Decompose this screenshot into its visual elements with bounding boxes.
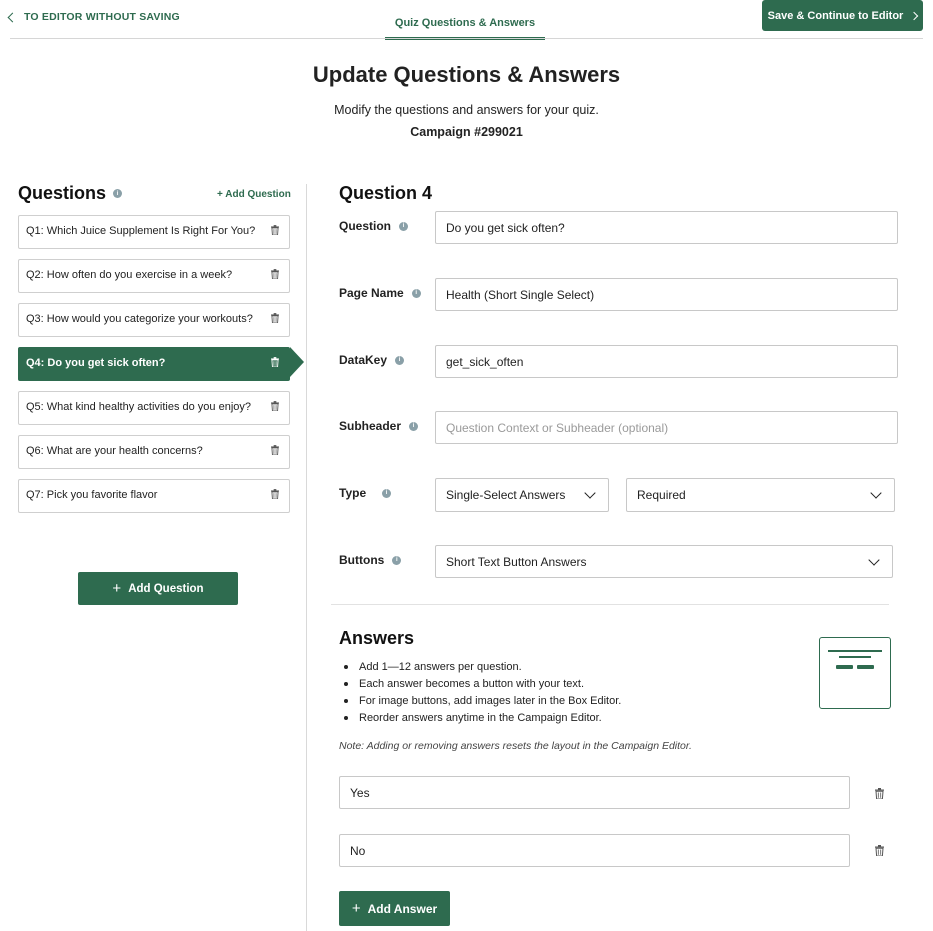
info-icon[interactable]: i bbox=[392, 556, 401, 565]
page-subtitle: Modify the questions and answers for your quiz. bbox=[334, 103, 599, 117]
question-list-item[interactable] bbox=[18, 215, 290, 249]
page-name-label-text: Page Name bbox=[339, 286, 404, 300]
info-icon[interactable]: i bbox=[412, 289, 421, 298]
add-question-link[interactable]: + Add Question bbox=[217, 189, 291, 200]
trash-icon[interactable] bbox=[271, 225, 279, 235]
question-list-item[interactable] bbox=[18, 303, 290, 337]
add-answer-button[interactable] bbox=[339, 891, 450, 926]
question-list-item-label: Q7: Pick you favorite flavor bbox=[26, 489, 158, 501]
question-list-item[interactable] bbox=[18, 435, 290, 469]
answers-help-item: Each answer becomes a button with your text. bbox=[343, 676, 621, 693]
questions-heading-label: Questions bbox=[18, 183, 107, 203]
question-input[interactable] bbox=[435, 211, 898, 244]
question-list-item-label: Q2: How often do you exercise in a week? bbox=[26, 269, 233, 281]
chevron-down-icon bbox=[584, 487, 595, 498]
section-divider bbox=[331, 604, 889, 605]
chevron-down-icon bbox=[870, 487, 881, 498]
question-list-item[interactable] bbox=[18, 391, 290, 425]
trash-icon[interactable] bbox=[271, 489, 279, 499]
chevron-right-icon bbox=[910, 11, 918, 19]
add-question-button[interactable] bbox=[78, 572, 238, 605]
required-select[interactable] bbox=[626, 478, 895, 512]
question-label-text: Question bbox=[339, 219, 392, 233]
plus-icon: + bbox=[112, 580, 122, 597]
info-icon[interactable]: i bbox=[409, 422, 418, 431]
type-field-label bbox=[339, 486, 391, 500]
info-icon[interactable]: i bbox=[399, 222, 408, 231]
page-title: Update Questions & Answers bbox=[312, 62, 621, 87]
question-list-item[interactable] bbox=[18, 259, 290, 293]
type-label-text: Type bbox=[339, 486, 367, 500]
required-select-value: Required bbox=[637, 488, 686, 502]
question-list-item[interactable] bbox=[18, 479, 290, 513]
question-list bbox=[18, 215, 290, 513]
type-select[interactable] bbox=[435, 478, 609, 512]
datakey-input[interactable] bbox=[435, 345, 898, 378]
type-select-value: Single-Select Answers bbox=[446, 488, 566, 502]
subheader-input[interactable] bbox=[435, 411, 898, 444]
answers-help-item: Add 1—12 answers per question. bbox=[343, 659, 621, 676]
answers-heading: Answers bbox=[339, 628, 415, 648]
answer-input-yes[interactable] bbox=[339, 776, 850, 809]
question-list-item-label: Q3: How would you categorize your workouts? bbox=[26, 313, 253, 325]
buttons-field-label bbox=[339, 553, 401, 567]
trash-icon[interactable] bbox=[271, 313, 279, 323]
tab-quiz-questions-answers[interactable]: Quiz Questions & Answers bbox=[385, 10, 545, 39]
answers-help-item: Reorder answers anytime in the Campaign Editor. bbox=[343, 710, 621, 727]
plus-icon: + bbox=[351, 900, 361, 917]
info-icon[interactable]: i bbox=[382, 489, 391, 498]
answers-help-item: For image buttons, add images later in the Box Editor. bbox=[343, 693, 621, 710]
buttons-select-value: Short Text Button Answers bbox=[446, 554, 587, 569]
question-list-item-label: Q5: What kind healthy activities do you enjoy? bbox=[26, 401, 252, 413]
save-continue-button[interactable] bbox=[762, 0, 923, 31]
question-field-label bbox=[339, 219, 408, 233]
questions-heading bbox=[18, 183, 122, 204]
column-divider bbox=[306, 184, 307, 931]
question-detail-title: Question 4 bbox=[339, 183, 433, 203]
chevron-left-icon bbox=[8, 12, 18, 22]
trash-icon[interactable] bbox=[875, 788, 883, 798]
campaign-id: Campaign #299021 bbox=[410, 125, 523, 139]
question-list-item-label: Q6: What are your health concerns? bbox=[26, 445, 203, 457]
question-list-item[interactable] bbox=[18, 347, 290, 381]
add-question-button-label: Add Question bbox=[128, 582, 204, 595]
trash-icon[interactable] bbox=[271, 269, 279, 279]
answers-note: Note: Adding or removing answers resets the layout in the Campaign Editor. bbox=[339, 740, 692, 752]
subheader-label-text: Subheader bbox=[339, 419, 402, 433]
trash-icon[interactable] bbox=[875, 845, 883, 855]
info-icon[interactable]: i bbox=[395, 356, 404, 365]
question-list-item-label: Q4: Do you get sick often? bbox=[26, 357, 166, 369]
page-name-input[interactable] bbox=[435, 278, 898, 311]
trash-icon[interactable] bbox=[271, 445, 279, 455]
save-button-label: Save & Continue to Editor bbox=[767, 9, 904, 22]
back-link-label: TO EDITOR WITHOUT SAVING bbox=[24, 11, 180, 23]
info-icon[interactable]: i bbox=[113, 189, 122, 198]
topbar-divider bbox=[10, 38, 923, 39]
buttons-select[interactable] bbox=[435, 545, 893, 578]
chevron-down-icon bbox=[868, 554, 879, 565]
subheader-field-label bbox=[339, 419, 418, 433]
button-layout-illustration-icon bbox=[819, 637, 891, 709]
top-bar bbox=[0, 0, 933, 39]
back-to-editor-link[interactable] bbox=[9, 11, 180, 23]
trash-icon[interactable] bbox=[271, 357, 279, 367]
answer-input-no[interactable] bbox=[339, 834, 850, 867]
add-answer-button-label: Add Answer bbox=[367, 901, 438, 916]
question-list-item-label: Q1: Which Juice Supplement Is Right For You? bbox=[26, 225, 256, 237]
datakey-field-label bbox=[339, 353, 404, 367]
datakey-label-text: DataKey bbox=[339, 353, 388, 367]
page-name-field-label bbox=[339, 286, 421, 300]
trash-icon[interactable] bbox=[271, 401, 279, 411]
buttons-label-text: Buttons bbox=[339, 553, 385, 567]
answers-help-list bbox=[343, 659, 621, 727]
